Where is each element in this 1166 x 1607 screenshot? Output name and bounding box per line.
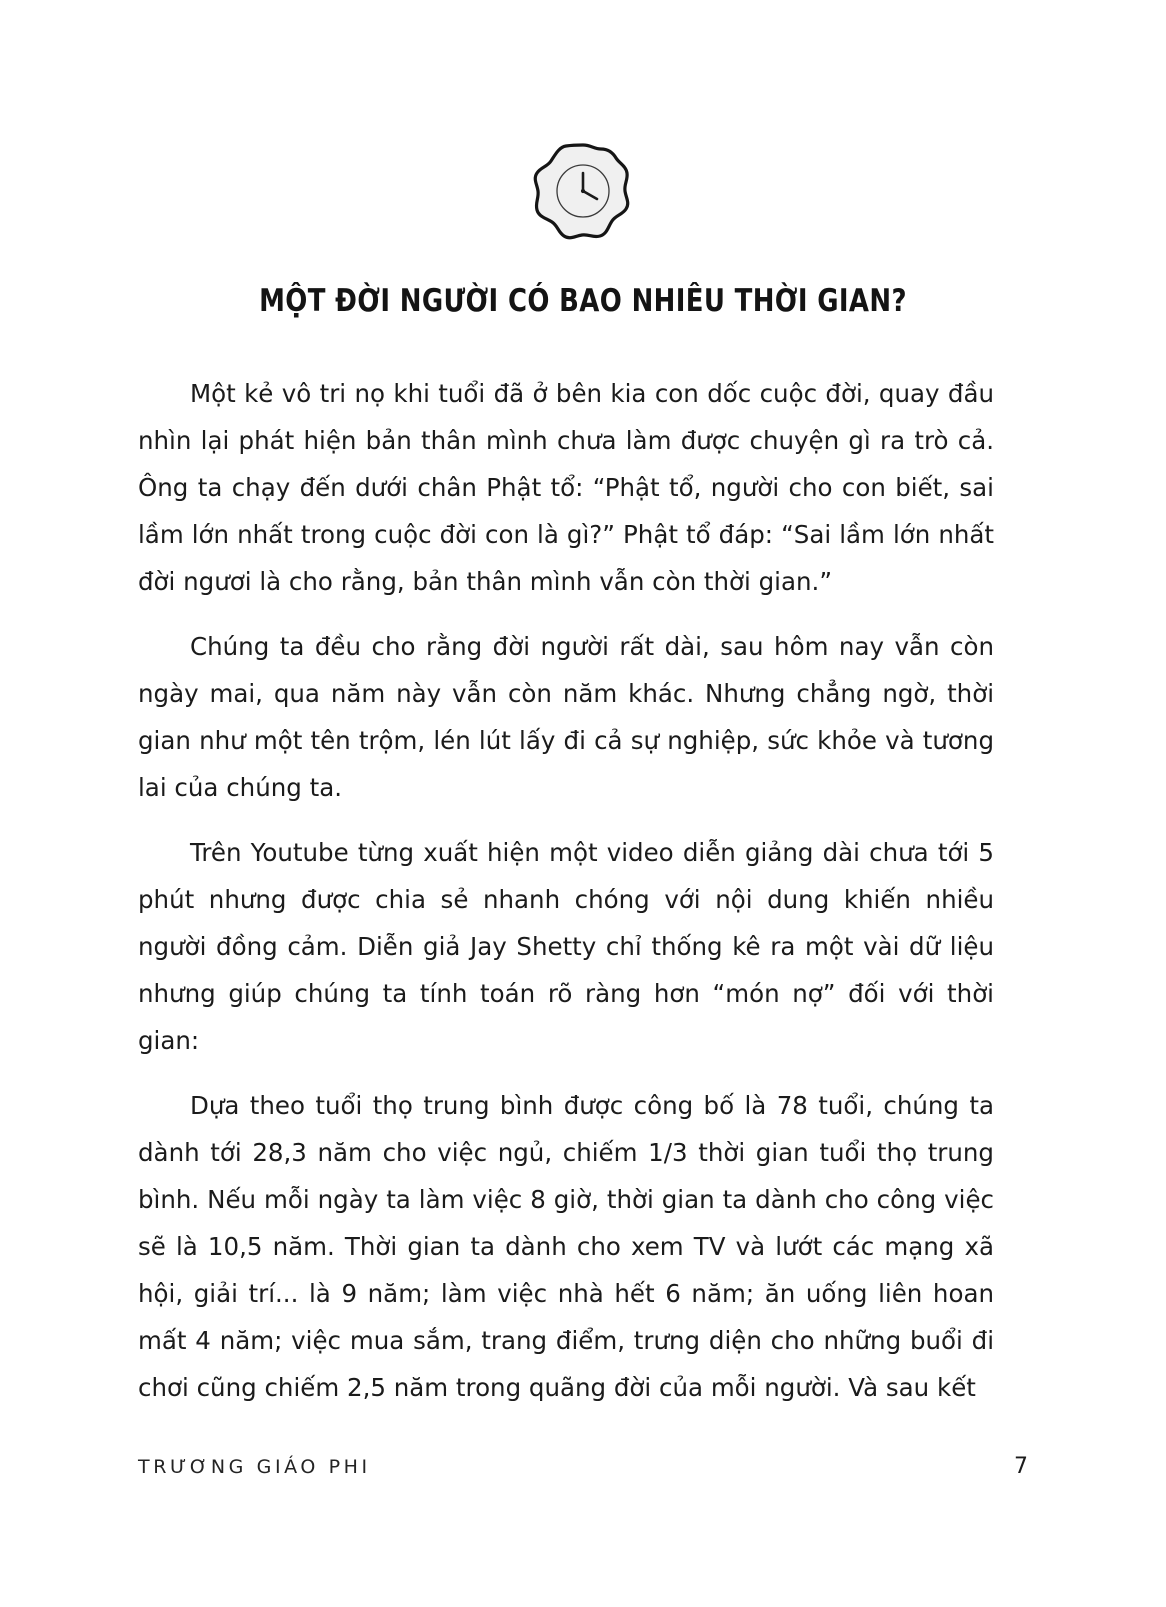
- clock-seal-icon: [531, 140, 635, 244]
- paragraph: Một kẻ vô tri nọ khi tuổi đã ở bên kia con dốc cuộc đời, quay đầu nhìn lại phát hiện bản thân mình chưa làm được chuyện gì ra trò cả. Ông ta chạy đến dưới chân Phật tổ: “Phật tổ, người cho con biết, sai lầm lớn nhất trong cuộc đời con là gì?” Phật tổ đáp: “Sai lầm lớn nhất đời ngươi là cho rằng, bản thân mình vẫn còn thời gian.”: [138, 379, 994, 596]
- chapter-title: MỘT ĐỜI NGƯỜI CÓ BAO NHIÊU THỜI GIAN?: [259, 282, 907, 319]
- body-text: [138, 370, 994, 1411]
- page-footer: [138, 1454, 1028, 1479]
- chapter-ornament: [0, 140, 1166, 244]
- footer-author: TRƯƠNG GIÁO PHI: [138, 1456, 371, 1478]
- paragraph: Dựa theo tuổi thọ trung bình được công bố là 78 tuổi, chúng ta dành tới 28,3 năm cho việc ngủ, chiếm 1/3 thời gian tuổi thọ trung bình. Nếu mỗi ngày ta làm việc 8 giờ, thời gian ta dành cho công việc sẽ là 10,5 năm. Thời gian ta dành cho xem TV và lướt các mạng xã hội, giải trí... là 9 năm; làm việc nhà hết 6 năm; ăn uống liên hoan mất 4 năm; việc mua sắm, trang điểm, trưng diện cho những buổi đi chơi cũng chiếm 2,5 năm trong quãng đời của mỗi người. Và sau kết: [138, 1091, 994, 1402]
- page-number: 7: [1014, 1454, 1028, 1479]
- paragraph: Trên Youtube từng xuất hiện một video diễn giảng dài chưa tới 5 phút nhưng được chia sẻ nhanh chóng với nội dung khiến nhiều người đồng cảm. Diễn giả Jay Shetty chỉ thống kê ra một vài dữ liệu nhưng giúp chúng ta tính toán rõ ràng hơn “món nợ” đối với thời gian:: [138, 838, 994, 1055]
- paragraph: Chúng ta đều cho rằng đời người rất dài, sau hôm nay vẫn còn ngày mai, qua năm này vẫn còn năm khác. Nhưng chẳng ngờ, thời gian như một tên trộm, lén lút lấy đi cả sự nghiệp, sức khỏe và tương lai của chúng ta.: [138, 632, 994, 802]
